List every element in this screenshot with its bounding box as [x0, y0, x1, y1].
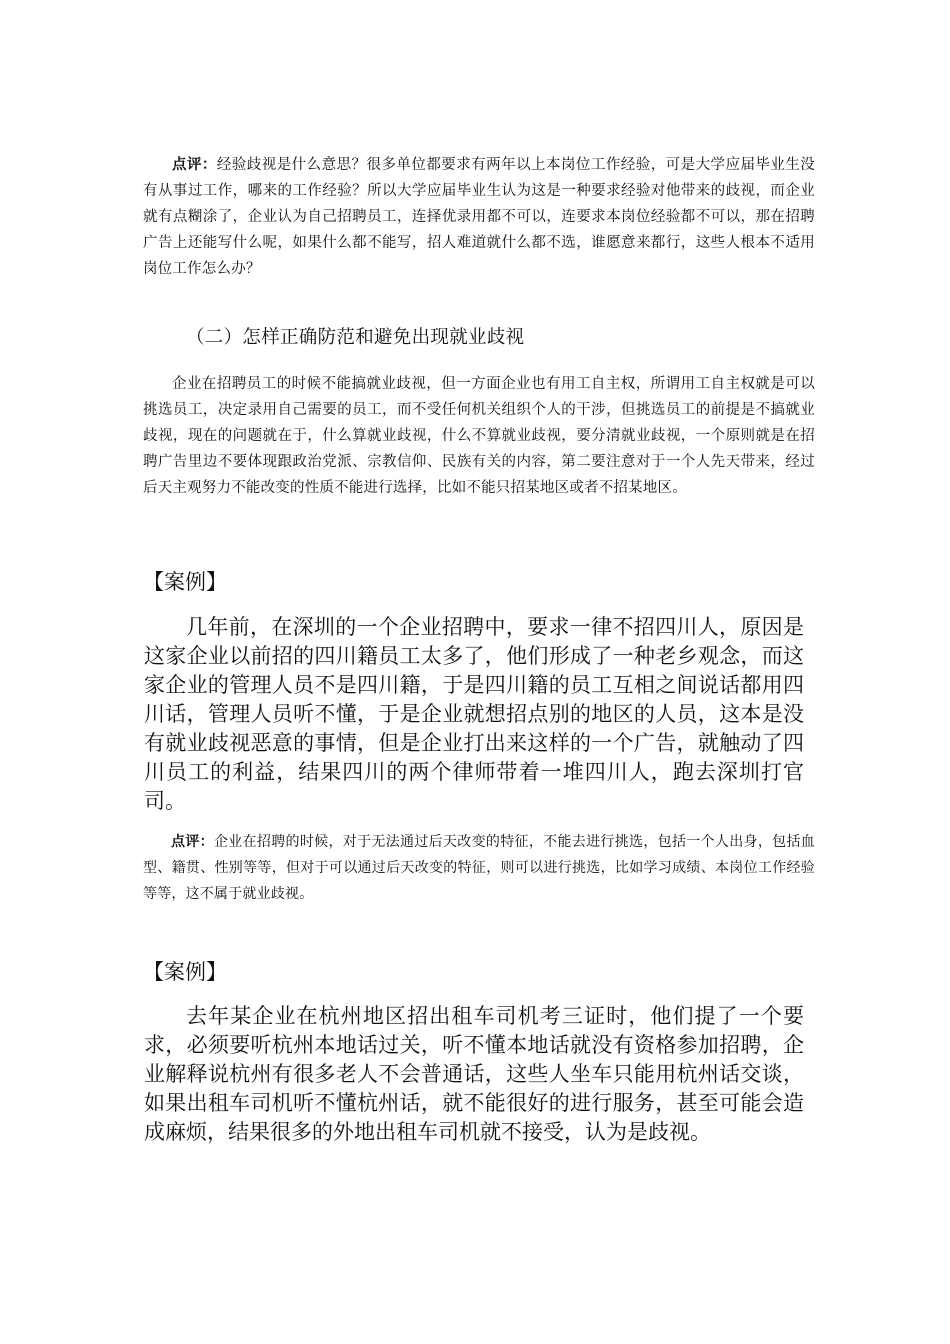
case-paragraph-1: 几年前，在深圳的一个企业招聘中，要求一律不招四川人，原因是这家企业以前招的四川籍员工太多了，他们形成了一种老乡观念，而这家企业的管理人员不是四川籍，于是四川籍的员工互相之间说话都用四川话，管理人员听不懂，于是企业就想招点别的地区的人员，这本是没有就业歧视恶意的事情，但是企业打出来这样的一个广告，就触动了四川员工的利益，结果四川的两个律师带着一堆四川人，跑去深圳打官司。 — [144, 615, 804, 813]
case-title-2: 【案例】 — [143, 960, 227, 984]
section-paragraph: 企业在招聘员工的时候不能搞就业歧视，但一方面企业也有用工自主权，所谓用工自主权就是可以挑选员工，决定录用自己需要的员工，而不受任何机关组织个人的干涉，但挑选员工的前提是不搞就业歧视，现在的问题就在于，什么算就业歧视，什么不算就业歧视，要分清就业歧视，一个原则就是在招聘广告里边不要体现跟政治党派、宗教信仰、民族有关的内容，第二要注意对于一个人先天带来，经过后天主观努力不能改变的性质不能进行选择，比如不能只招某地区或者不招某地区。 — [143, 376, 815, 496]
comment-label: 点评： — [171, 834, 214, 850]
case-title-1: 【案例】 — [143, 570, 227, 594]
comment-paragraph-1 — [143, 152, 815, 282]
section-heading: （二）怎样正确防范和避免出现就业歧视 — [186, 327, 525, 348]
comment-text: 企业在招聘的时候，对于无法通过后天改变的特征，不能去进行挑选，包括一个人出身，包括血型、籍贯、性别等等，但对于可以通过后天改变的特征，则可以进行挑选，比如学习成绩、本岗位工作经验等等，这不属于就业歧视。 — [143, 834, 815, 902]
comment-paragraph-2 — [143, 829, 815, 907]
comment-label: 点评： — [172, 156, 217, 173]
comment-text: 经验歧视是什么意思？很多单位都要求有两年以上本岗位工作经验，可是大学应届毕业生没有从事过工作，哪来的工作经验？所以大学应届毕业生认为这是一种要求经验对他带来的歧视，而企业就有点糊涂了，企业认为自己招聘员工，连择优录用都不可以，连要求本岗位经验都不可以，那在招聘广告上还能写什么呢，如果什么都不能写，招人难道就什么都不选，谁愿意来都行，这些人根本不适用岗位工作怎么办？ — [143, 157, 815, 277]
case-paragraph-2: 去年某企业在杭州地区招出租车司机考三证时，他们提了一个要求，必须要听杭州本地话过关，听不懂本地话就没有资格参加招聘，企业解释说杭州有很多老人不会普通话，这些人坐车只能用杭州话交谈，如果出租车司机听不懂杭州话，就不能很好的进行服务，甚至可能会造成麻烦，结果很多的外地出租车司机就不接受，认为是歧视。 — [144, 1004, 804, 1144]
